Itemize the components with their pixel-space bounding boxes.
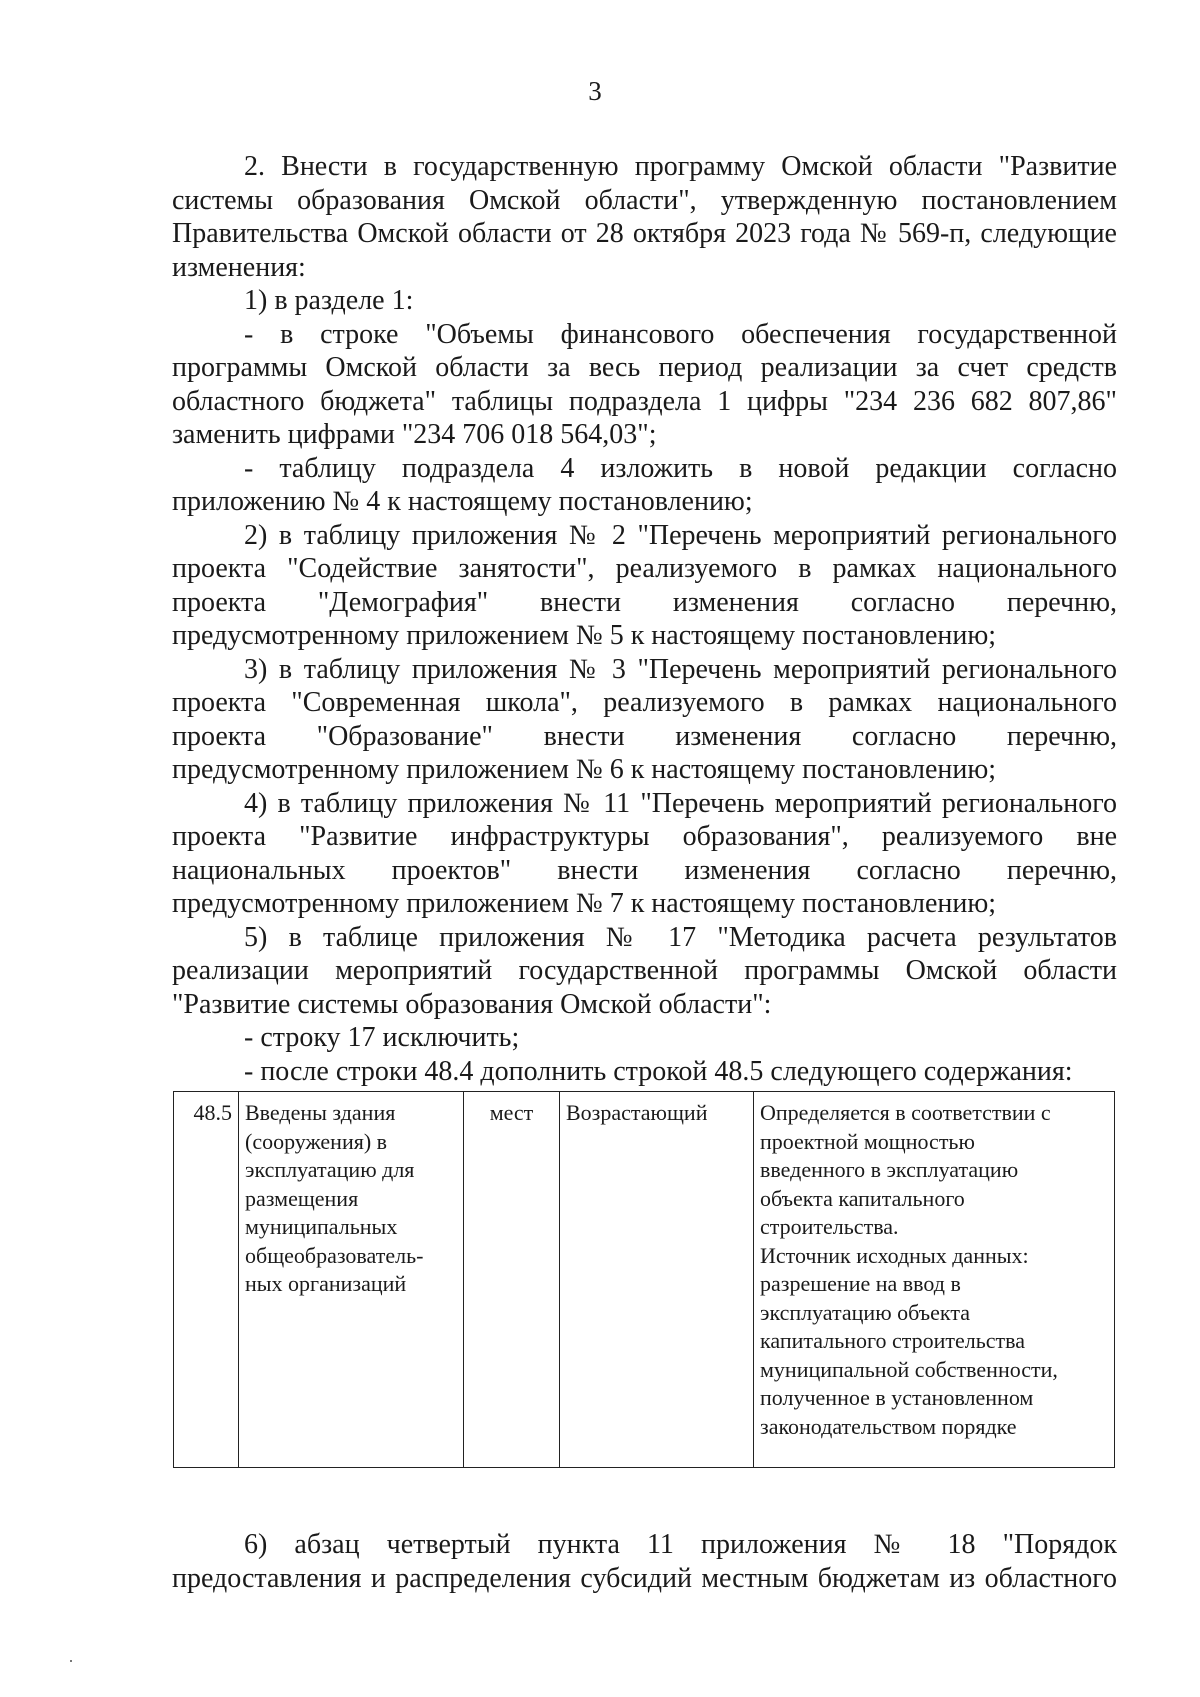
text-line: реализации мероприятий государственной программы Омской области: [172, 955, 1117, 986]
text-line: "Развитие системы образования Омской области":: [172, 988, 772, 1020]
text-line: предоставления и распределения субсидий местным бюджетам из областного: [172, 1562, 1117, 1594]
text-line: областного бюджета" таблицы подраздела 1 цифры "234 236 682 807,86": [172, 385, 1117, 417]
text-line: 4) в таблицу приложения № 11 "Перечень мероприятий регионального: [244, 787, 1117, 819]
page-number: 3: [588, 76, 602, 106]
text-line: проекта "Содействие занятости", реализуемого в рамках национального: [172, 553, 1117, 584]
text-line: заменить цифрами "234 706 018 564,03";: [172, 419, 657, 450]
text-line: предусмотренному приложением № 5 к настоящему постановлению;: [172, 620, 997, 651]
cell-line: полученное в установленном: [760, 1385, 1034, 1410]
text-line: - таблицу подраздела 4 изложить в новой редакции согласно: [244, 452, 1117, 484]
cell-line: (сооружения) в: [245, 1128, 388, 1154]
text-line: 2) в таблицу приложения № 2 "Перечень мероприятий регионального: [244, 519, 1117, 551]
cell-line: введенного в эксплуатацию: [760, 1157, 1019, 1182]
text-line: приложению № 4 к настоящему постановлению;: [172, 486, 753, 517]
scan-artifact: [70, 1660, 72, 1662]
continuation-text: [172, 1528, 1117, 1595]
row-number: 48.5: [193, 1100, 232, 1125]
cell-line: капитального строительства: [760, 1328, 1026, 1353]
text-line: 5) в таблице приложения № 17 "Методика расчета результатов: [244, 921, 1117, 953]
text-line: 2. Внести в государственную программу Омской области "Развитие: [244, 151, 1117, 182]
cell-line: муниципальной собственности,: [760, 1356, 1058, 1382]
text-line: национальных проектов" внести изменения согласно перечню,: [172, 854, 1117, 886]
text-line: системы образования Омской области", утвержденную постановлением: [172, 184, 1117, 216]
method-cell: [754, 1092, 1115, 1468]
text-line: изменения:: [172, 251, 306, 283]
cell-line: муниципальных: [245, 1214, 398, 1239]
text-line: Правительства Омской области от 28 октября 2023 года № 569-п, следующие: [172, 218, 1117, 249]
text-line: программы Омской области за весь период реализации за счет средств: [172, 352, 1117, 383]
text-line: 1) в разделе 1:: [244, 285, 414, 316]
text-line: - после строки 48.4 дополнить строкой 48.5 следующего содержания:: [244, 1055, 1073, 1087]
text-line: проекта "Развитие инфраструктуры образования", реализуемого вне: [172, 821, 1117, 852]
indicator-name-cell: [239, 1092, 464, 1468]
unit-value: мест: [489, 1100, 534, 1125]
cell-line: эксплуатацию для: [245, 1157, 415, 1182]
cell-line: Определяется в соответствии с: [760, 1100, 1051, 1125]
cell-line: разрешение на ввод в: [760, 1271, 961, 1296]
unit-cell: [464, 1092, 560, 1468]
text-line: - строку 17 исключить;: [244, 1022, 520, 1053]
cell-line: проектной мощностью: [760, 1128, 975, 1154]
text-line: проекта "Современная школа", реализуемого в рамках национального: [172, 687, 1117, 718]
row-number-cell: [174, 1092, 239, 1468]
table-row: [174, 1092, 1115, 1468]
cell-line: Источник исходных данных:: [760, 1242, 1029, 1268]
trend-cell: [560, 1092, 754, 1468]
text-line: 6) абзац четвертый пункта 11 приложения № 18 "Порядок: [244, 1529, 1117, 1560]
text-line: 3) в таблицу приложения № 3 "Перечень мероприятий регионального: [244, 653, 1117, 685]
cell-line: объекта капитального: [760, 1185, 965, 1211]
cell-line: строительства.: [760, 1214, 899, 1239]
cell-line: общеобразователь-: [245, 1242, 424, 1268]
text-line: проекта "Демография" внести изменения согласно перечню,: [172, 586, 1117, 618]
text-line: предусмотренному приложением № 6 к настоящему постановлению;: [172, 754, 997, 785]
cell-line: ных организаций: [245, 1271, 407, 1296]
text-line: - в строке "Объемы финансового обеспечения государственной: [244, 318, 1117, 350]
document-body: [172, 150, 1117, 1088]
cell-line: законодательством порядке: [760, 1413, 1017, 1439]
cell-line: Введены здания: [245, 1100, 396, 1125]
text-line: проекта "Образование" внести изменения согласно перечню,: [172, 720, 1117, 752]
cell-line: эксплуатацию объекта: [760, 1299, 970, 1325]
trend-value: Возрастающий: [566, 1100, 708, 1125]
text-line: предусмотренному приложением № 7 к настоящему постановлению;: [172, 888, 997, 919]
cell-line: размещения: [245, 1185, 359, 1211]
amendment-table: [173, 1091, 1115, 1468]
